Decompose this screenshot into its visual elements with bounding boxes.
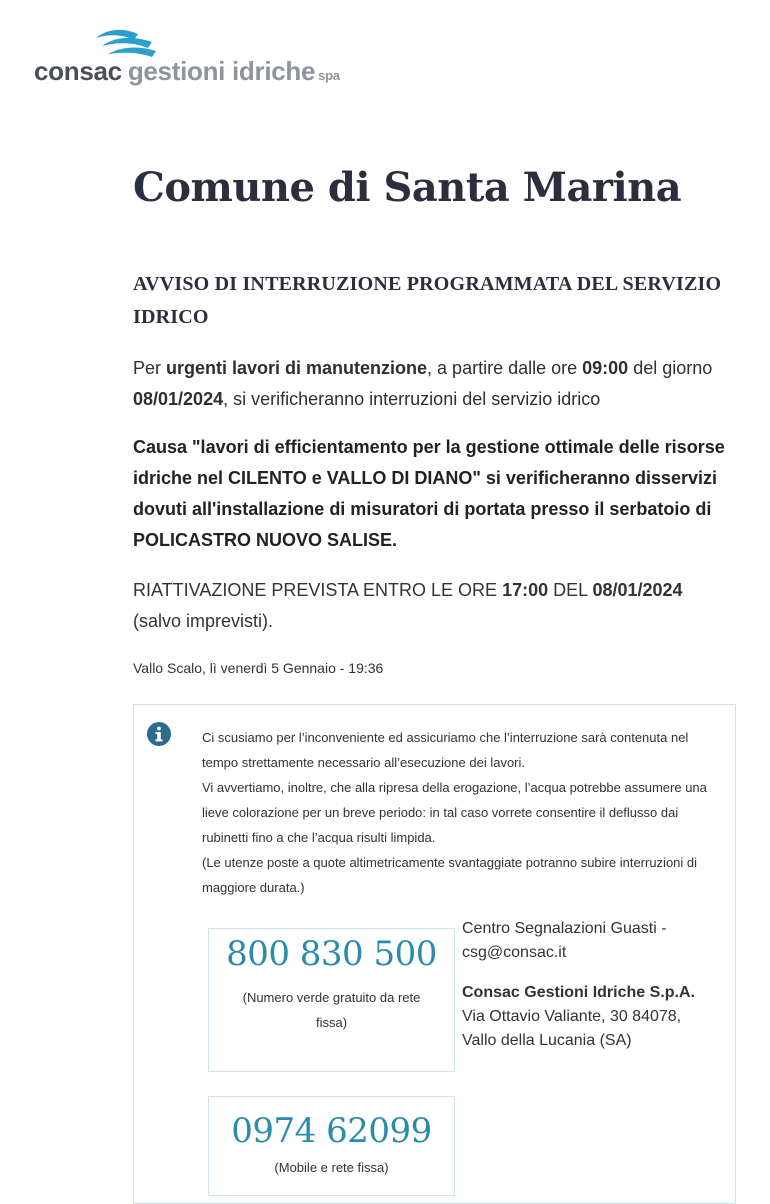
waves-logo-icon (94, 24, 158, 60)
contact-center-label: Centro Segnalazioni Guasti - (462, 920, 667, 937)
contact-email-link[interactable]: csg@consac.it (462, 944, 567, 961)
mobile-note: (Mobile e rete fissa) (274, 1160, 389, 1175)
notice-paragraph-intro: Per urgenti lavori di manutenzione, a partire dalle ore 09:00 del giorno 08/01/2024, si verificheranno interruzioni del servizio idrico (133, 358, 713, 409)
info-icon (147, 722, 171, 746)
mobile-number-box (208, 1096, 455, 1196)
page-title: Comune di Santa Marina (133, 164, 682, 211)
company-logo (34, 20, 374, 90)
logo-name: gestioni idriche (127, 56, 316, 86)
company-address-line2: Vallo della Lucania (SA) (462, 1032, 632, 1049)
toll-free-number[interactable]: 800 830 500 (226, 934, 437, 974)
toll-free-note: (Numero verde gratuito da rete fissa) (242, 990, 421, 1030)
company-address-line1: Via Ottavio Valiante, 30 84078, (462, 1008, 682, 1025)
notice-paragraph-cause: Causa "lavori di efficientamento per la gestione ottimale delle risorse idriche nel CILENTO e VALLO DI DIANO" si verificheranno disservizi dovuti all'installazione di misuratori di portata presso il serbatoio di POLICASTRO NUOVO SALISE. (133, 437, 725, 550)
toll-free-number-box (208, 928, 455, 1072)
logo-brand: consac (34, 56, 122, 86)
notice-paragraph-reactivation: RIATTIVAZIONE PREVISTA ENTRO LE ORE 17:00 DEL 08/01/2024 (salvo imprevisti). (133, 580, 683, 631)
notice-subtitle: AVVISO DI INTERRUZIONE PROGRAMMATA DEL SERVIZIO IDRICO (133, 273, 722, 328)
notice-dateline: Vallo Scalo, lì venerdì 5 Gennaio - 19:36 (133, 660, 384, 676)
mobile-number[interactable]: 0974 62099 (231, 1111, 432, 1151)
info-message: Ci scusiamo per l’inconveniente ed assicuriamo che l’interruzione sarà contenuta nel tempo strettamente necessario all’esecuzione dei lavori. Vi avvertiamo, inoltre, che alla ripresa della erogazione, l’acqua potrebbe assumere una lieve colorazione per un breve periodo: in tal caso vorrete consentire il deflusso dai rubinetti fino a che l’acqua risulti limpida. (Le utenze poste a quote altimetricamente svantaggiate potranno subire interruzioni di maggiore durata.) (202, 730, 707, 895)
company-name: Consac Gestioni Idriche S.p.A. (462, 984, 695, 1001)
logo-suffix: spa (318, 68, 340, 83)
contact-info (462, 917, 732, 1053)
